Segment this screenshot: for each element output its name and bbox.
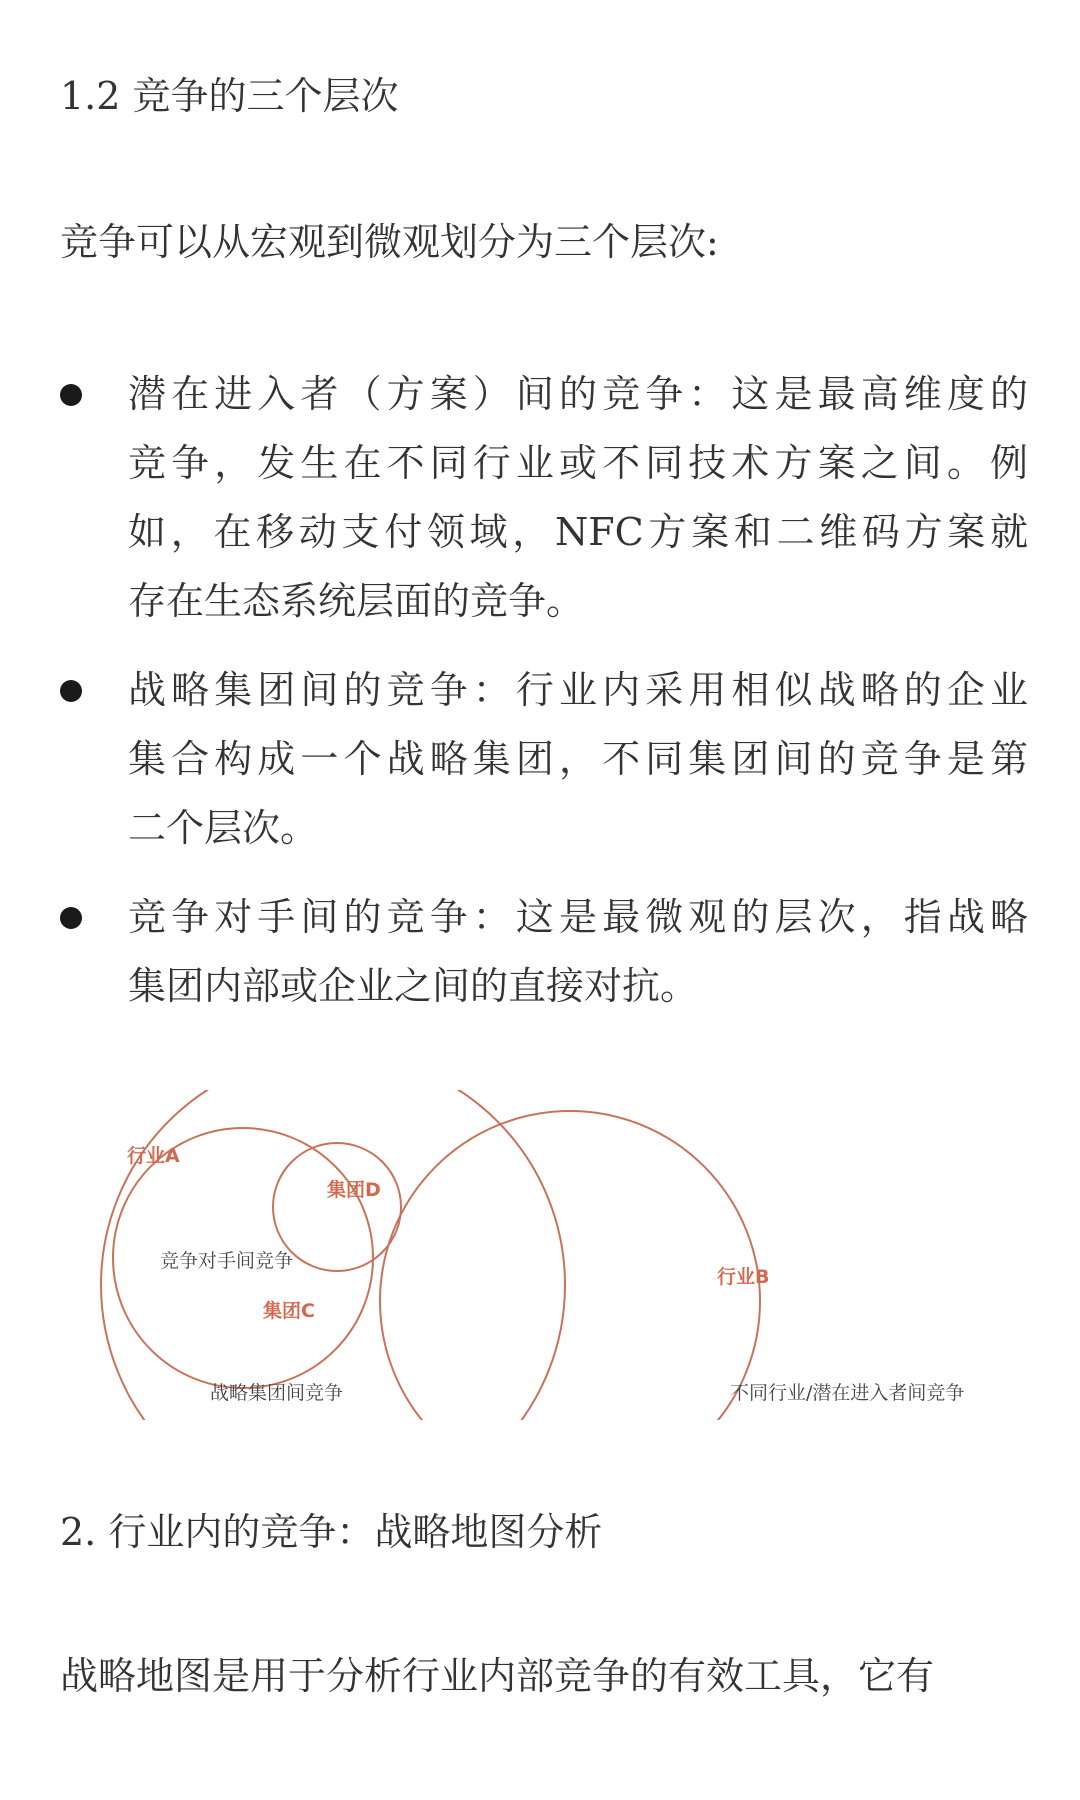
label-strategic-group-competition: 战略集团间竞争 xyxy=(210,1382,344,1404)
label-group-d: 集团D xyxy=(327,1179,381,1201)
list-item-line: 如，在移动支付领域，NFC方案和二维码方案就 xyxy=(128,510,1028,554)
list-item-line: 集团内部或企业之间的直接对抗。 xyxy=(128,964,699,1008)
list-item-line: 潜在进入者（方案）间的竞争：这是最高维度的 xyxy=(128,372,1028,416)
label-competitor-competition: 竞争对手间竞争 xyxy=(160,1250,294,1272)
diagram-svg xyxy=(90,1090,1020,1420)
competition-levels-list xyxy=(0,360,1080,1041)
bullet-dot-icon xyxy=(60,680,82,702)
intro-paragraph: 竞争可以从宏观到微观划分为三个层次: xyxy=(60,220,719,264)
label-industry-b: 行业B xyxy=(717,1266,770,1288)
list-item-line: 集合构成一个战略集团，不同集团间的竞争是第 xyxy=(128,737,1028,781)
competition-levels-diagram xyxy=(90,1090,1020,1420)
list-item-line: 二个层次。 xyxy=(128,806,319,850)
bullet-dot-icon xyxy=(60,907,82,929)
list-item-strategic-groups xyxy=(0,656,1028,863)
circle-industry-b xyxy=(380,1111,760,1420)
list-item-potential-entrants xyxy=(0,360,1028,636)
section-heading-strategy-map: 2. 行业内的竞争：战略地图分析 xyxy=(60,1510,603,1554)
list-item-line: 竞争，发生在不同行业或不同技术方案之间。例 xyxy=(128,441,1028,485)
label-cross-industry-competition: 不同行业/潜在进入者间竞争 xyxy=(730,1382,965,1404)
list-item-line: 战略集团间的竞争：行业内采用相似战略的企业 xyxy=(128,668,1028,712)
section-heading-competition-levels: 1.2 竞争的三个层次 xyxy=(60,74,399,118)
strategy-map-paragraph: 战略地图是用于分析行业内部竞争的有效工具，它有 xyxy=(60,1654,935,1698)
label-group-c: 集团C xyxy=(263,1300,315,1322)
list-item-competitors xyxy=(0,883,1028,1021)
list-item-line: 存在生态系统层面的竞争。 xyxy=(128,579,585,623)
bullet-dot-icon xyxy=(60,384,82,406)
list-item-line: 竞争对手间的竞争：这是最微观的层次，指战略 xyxy=(128,895,1028,939)
label-industry-a: 行业A xyxy=(127,1145,180,1167)
